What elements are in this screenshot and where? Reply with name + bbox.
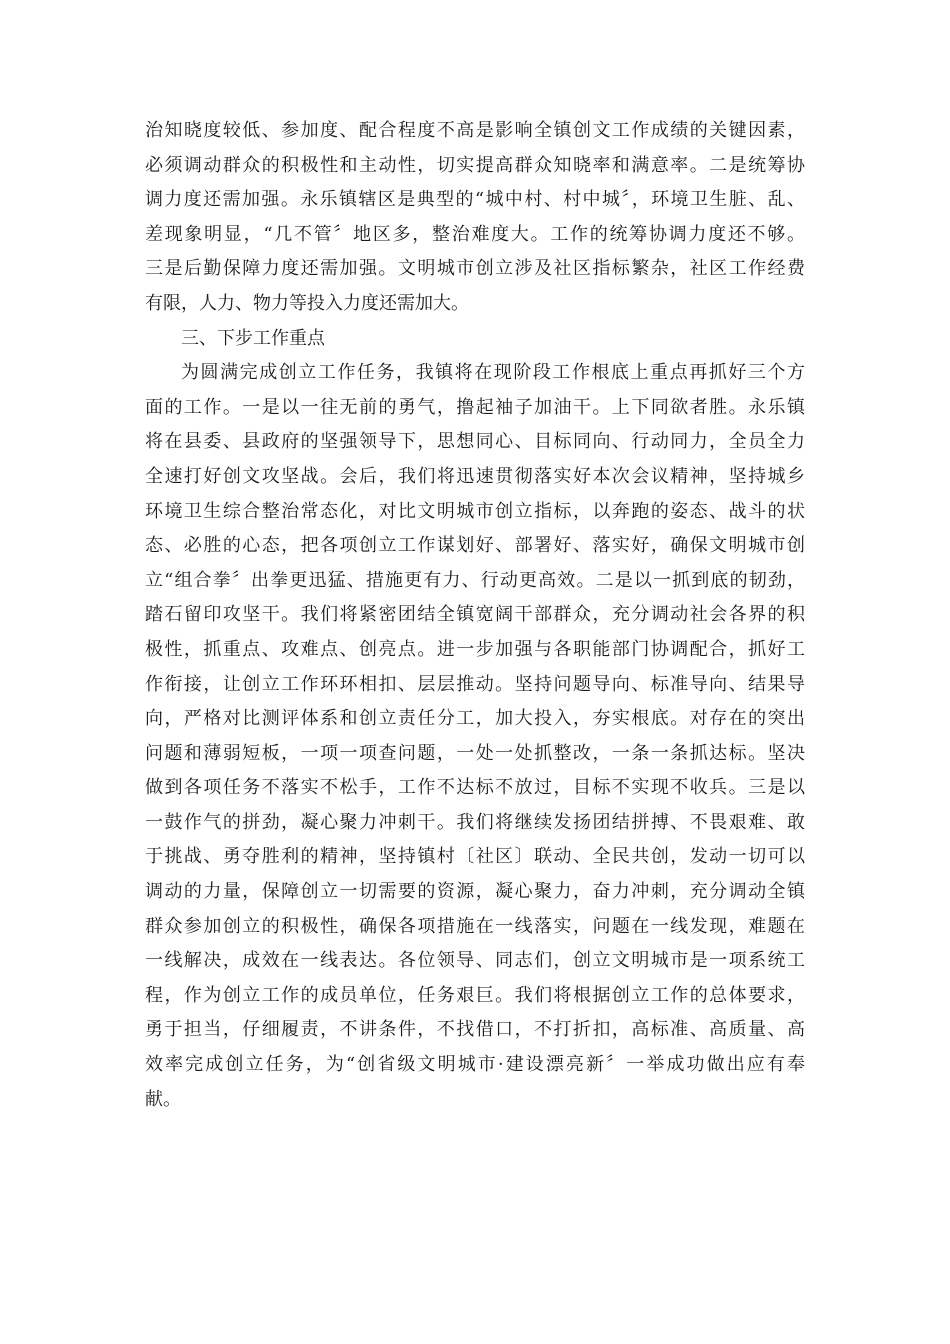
text-line: 必须调动群众的积极性和主动性，切实提高群众知晓率和满意率。二是统筹协 <box>145 154 805 176</box>
text-line: 一线解决，成效在一线表达。各位领导、同志们，创立文明城市是一项系统工 <box>145 950 805 972</box>
text-line: 程，作为创立工作的成员单位，任务艰巨。我们将根据创立工作的总体要求， <box>145 984 805 1006</box>
section-heading: 三、下步工作重点 <box>181 327 325 349</box>
text-line: 献。 <box>145 1088 181 1110</box>
text-line: 一鼓作气的拼劲，凝心聚力冲刺干。我们将继续发扬团结拼搏、不畏艰难、敢 <box>145 811 805 833</box>
text-line: 调力度还需加强。永乐镇辖区是典型的“城中村、村中城〞，环境卫生脏、乱、 <box>145 189 805 211</box>
text-line: 作衔接，让创立工作环环相扣、层层推动。坚持问题导向、标准导向、结果导 <box>145 673 805 695</box>
text-line: 差现象明显，“几不管〞地区多，整治难度大。工作的统筹协调力度还不够。 <box>145 223 805 245</box>
text-line: 做到各项任务不落实不松手，工作不达标不放过，目标不实现不收兵。三是以 <box>145 777 805 799</box>
text-line: 极性，抓重点、攻难点、创亮点。进一步加强与各职能部门协调配合，抓好工 <box>145 638 805 660</box>
text-line: 踏石留印攻坚干。我们将紧密团结全镇宽阔干部群众，充分调动社会各界的积 <box>145 604 805 626</box>
text-line: 全速打好创文攻坚战。会后，我们将迅速贯彻落实好本次会议精神，坚持城乡 <box>145 465 805 487</box>
text-line: 调动的力量，保障创立一切需要的资源，凝心聚力，奋力冲刺，充分调动全镇 <box>145 881 805 903</box>
text-line: 向，严格对比测评体系和创立责任分工，加大投入，夯实根底。对存在的突出 <box>145 708 805 730</box>
text-line: 立“组合拳〞出拳更迅猛、措施更有力、行动更高效。二是以一抓到底的韧劲， <box>145 569 805 591</box>
text-line: 环境卫生综合整治常态化，对比文明城市创立指标，以奔跑的姿态、战斗的状 <box>145 500 805 522</box>
text-line: 勇于担当，仔细履责，不讲条件，不找借口，不打折扣，高标准、高质量、高 <box>145 1019 805 1041</box>
text-line: 治知晓度较低、参加度、配合程度不高是影响全镇创文工作成绩的关键因素， <box>145 120 805 141</box>
text-line: 于挑战、勇夺胜利的精神，坚持镇村〔社区〕联动、全民共创，发动一切可以 <box>145 846 805 868</box>
text-line: 面的工作。一是以一往无前的勇气，撸起袖子加油干。上下同欲者胜。永乐镇 <box>145 396 805 418</box>
text-line: 为圆满完成创立工作任务，我镇将在现阶段工作根底上重点再抓好三个方 <box>181 362 805 384</box>
text-line: 态、必胜的心态，把各项创立工作谋划好、部署好、落实好，确保文明城市创 <box>145 535 805 557</box>
text-line: 问题和薄弱短板，一项一项查问题，一处一处抓整改，一条一条抓达标。坚决 <box>145 742 805 764</box>
document-body <box>145 114 805 1117</box>
text-line: 将在县委、县政府的坚强领导下，思想同心、目标同向、行动同力，全员全力 <box>145 431 805 453</box>
text-line: 有限，人力、物力等投入力度还需加大。 <box>145 292 469 314</box>
text-line: 三是后勤保障力度还需加强。文明城市创立涉及社区指标繁杂，社区工作经费 <box>145 258 805 280</box>
text-line: 效率完成创立任务，为“创省级文明城市·建设漂亮新〞一举成功做出应有奉 <box>145 1054 805 1076</box>
text-line: 群众参加创立的积极性，确保各项措施在一线落实，问题在一线发现，难题在 <box>145 915 805 937</box>
